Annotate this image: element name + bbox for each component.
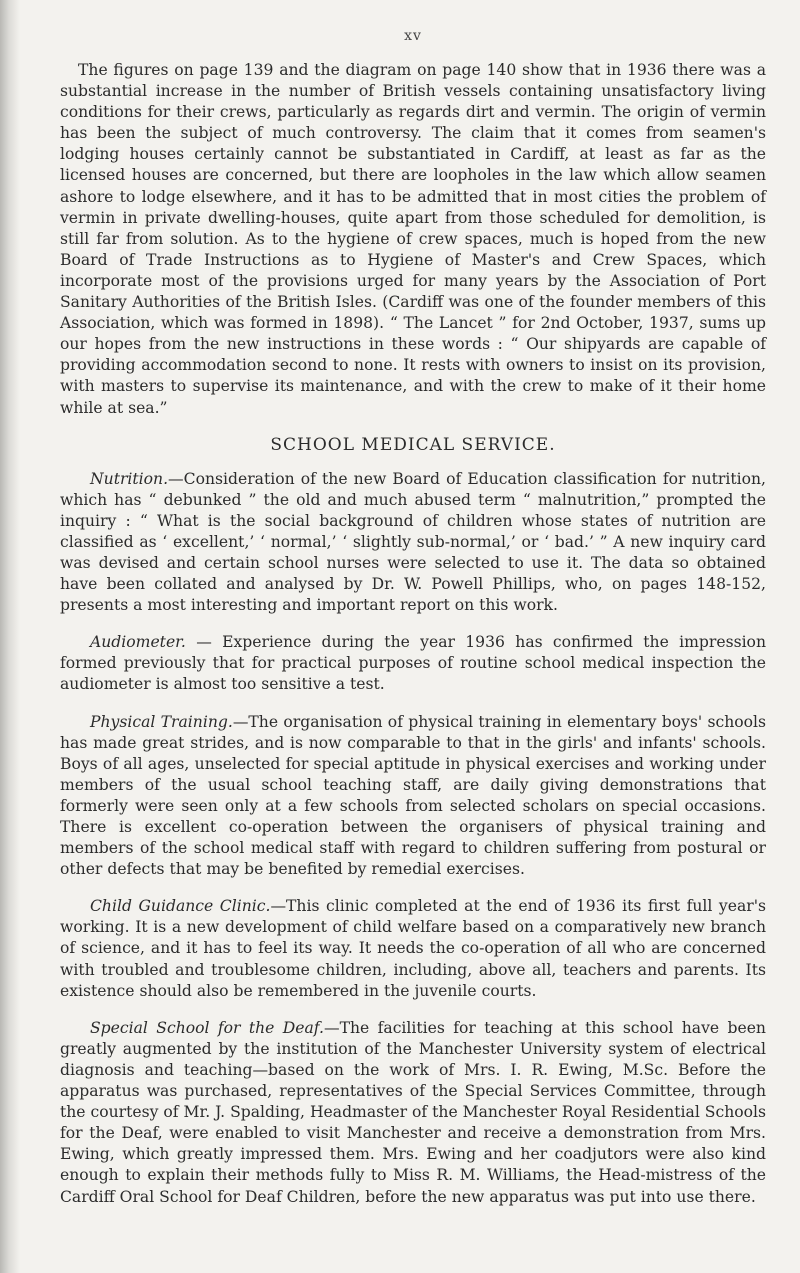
paragraph-child-guidance-clinic — [60, 896, 766, 1001]
paragraph-body: —Consideration of the new Board of Education classification for nutrition, which has “ debunked ” the old and much abused term “ malnutrition,” prompted the inquiry : “ What is the social background of children whose states of nutrition are classified as ‘ excellent,’ ‘ normal,’ ‘ slightly sub-normal,’ or ‘ bad.’ ” A new inquiry card was devised and certain school nurses were selected to use it. The data so obtained have been collated and analysed by Dr. W. Powell Phillips, who, on pages 148-152, presents a most interesting and important report on this work. — [60, 469, 766, 615]
paragraph-audiometer — [60, 632, 766, 695]
paragraph-body: —The facilities for teaching at this school have been greatly augmented by the institution of the Manchester University system of electrical diagnosis and teaching—based on the work of Mrs. I. R. Ewing, M.Sc. Before the apparatus was purchased, representatives of the Special Services Committee, through the courtesy of Mr. J. Spalding, Headmaster of the Manchester Royal Residential Schools for the Deaf, were enabled to visit Manchester and receive a demonstration from Mrs. Ewing, which greatly impressed them. Mrs. Ewing and her coadjutors were also kind enough to explain their methods fully to Miss R. M. Williams, the Head-mistress of the Cardiff Oral School for Deaf Children, before the new apparatus was put into use there. — [60, 1018, 766, 1206]
paragraph-body: —The organisation of physical training in elementary boys' schools has made great strides, and is now comparable to that in the girls' and infants' schools. Boys of all ages, unselected for special aptitude in physical exercises and working under members of the usual school teaching staff, are daily giving demonstrations that formerly were seen only at a few schools from selected scholars on special occasions. There is excellent co-operation between the organisers of physical training and members of the school medical staff with regard to children suffering from postural or other defects that may be benefited by remedial exercises. — [60, 712, 766, 879]
paragraph-nutrition — [60, 469, 766, 617]
paragraph-title: Audiometer. — [90, 633, 186, 652]
paragraph-title: Nutrition. — [90, 469, 169, 488]
section-heading: SCHOOL MEDICAL SERVICE. — [270, 434, 556, 455]
page-number: xv — [404, 28, 422, 44]
document-page — [60, 28, 766, 1224]
paragraph-title: Child Guidance Clinic. — [90, 897, 271, 916]
paragraph-special-school-deaf — [60, 1018, 766, 1208]
paragraph-body: —This clinic completed at the end of 1936 its first full year's working. It is a new development of child welfare based on a comparatively new branch of science, and it has to feel its way. It needs the co-operation of all who are concerned with troubled and troublesome children, including, above all, teachers and parents. Its existence should also be remembered in the juvenile courts. — [60, 897, 766, 1000]
paragraph-body: — Experience during the year 1936 has confirmed the impression formed previously that for practical purposes of routine school medical inspection the audiometer is almost too sensitive a test. — [60, 633, 766, 694]
paragraph-physical-training — [60, 712, 766, 881]
paragraph-title: Physical Training. — [90, 712, 233, 731]
paragraph-title: Special School for the Deaf. — [90, 1018, 324, 1037]
intro-paragraph: The figures on page 139 and the diagram on page 140 show that in 1936 there was a substantial increase in the number of British vessels containing unsatisfactory living conditions for their crews, particularly as regards dirt and vermin. The origin of vermin has been the subject of much controversy. The claim that it comes from seamen's lodging houses certainly cannot be substantiated in Cardiff, at least as far as the licensed houses are concerned, but there are loopholes in the law which allow seamen ashore to lodge elsewhere, and it has to be admitted that in most cities the problem of vermin in private dwelling-houses, quite apart from those scheduled for demolition, is still far from solution. As to the hygiene of crew spaces, much is hoped from the new Board of Trade Instructions as to Hygiene of Master's and Crew Spaces, which incorporate most of the provisions urged for many years by the Association of Port Sanitary Authorities of the British Isles. (Cardiff was one of the founder members of this Association, which was formed in 1898). “ The Lancet ” for 2nd October, 1937, sums up our hopes from the new instructions in these words : “ Our shipyards are capable of providing accommodation second to none. It rests with owners to insist on its provision, with masters to supervise its maintenance, and with the crew to make of it their home while at sea.” — [60, 61, 766, 417]
binding-shadow — [0, 0, 20, 1273]
